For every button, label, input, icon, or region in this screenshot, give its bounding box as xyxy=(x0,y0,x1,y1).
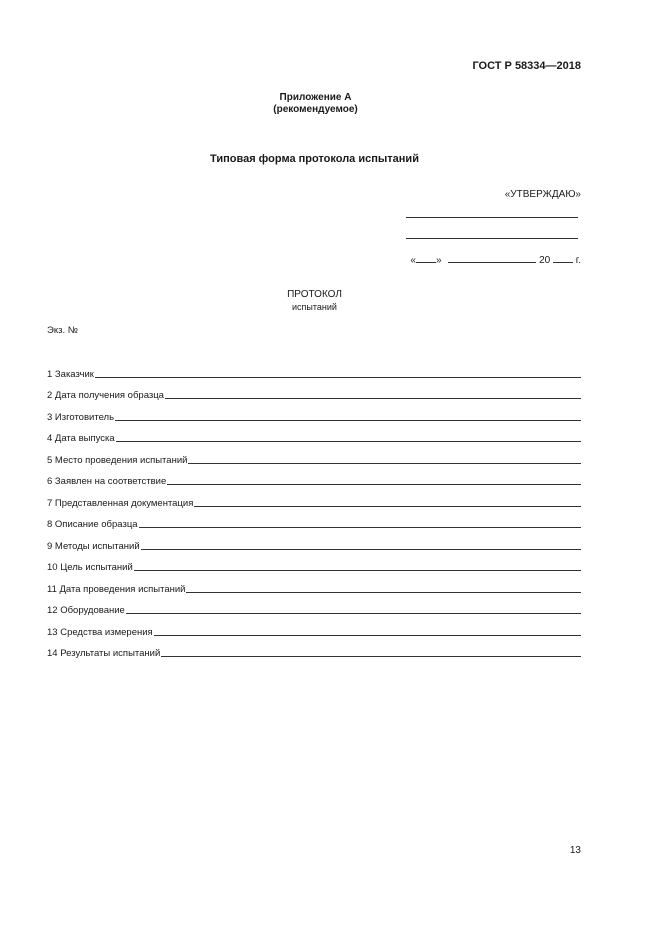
form-field-line xyxy=(116,440,581,442)
form-field-line xyxy=(126,612,581,614)
form-field-row xyxy=(47,380,581,402)
form-field-label: 14 Результаты испытаний xyxy=(47,648,161,659)
signature-line-1 xyxy=(406,217,578,218)
form-field-line xyxy=(154,634,581,636)
form-field-line xyxy=(188,462,581,464)
date-quote-close: » xyxy=(435,255,442,266)
form-field-row xyxy=(47,616,581,638)
form-field-row xyxy=(47,466,581,488)
form-field-label: 12 Оборудование xyxy=(47,605,125,616)
month-blank xyxy=(448,253,536,263)
form-field-line xyxy=(167,483,581,485)
copy-number-label: Экз. № xyxy=(47,325,78,336)
form-field-label: 3 Изготовитель xyxy=(47,411,115,423)
annex-heading xyxy=(0,92,646,116)
standard-number: ГОСТ Р 58334—2018 xyxy=(472,60,581,72)
annex-note: (рекомендуемое) xyxy=(273,104,358,115)
form-field-label: 7 Представленная документация xyxy=(47,497,194,509)
annex-title: Приложение А xyxy=(279,92,352,103)
form-field-line xyxy=(194,505,581,507)
form-field-label: 6 Заявлен на соответствие xyxy=(47,476,167,487)
form-field-label: 2 Дата получения образца xyxy=(47,390,164,401)
year-suffix: г. xyxy=(575,255,581,266)
year-prefix: 20 xyxy=(539,255,551,266)
form-field-line xyxy=(141,548,581,550)
form-field-row xyxy=(47,358,581,380)
form-field-row xyxy=(47,552,581,574)
date-quote-open: « xyxy=(410,255,416,266)
form-field-row xyxy=(47,401,581,423)
form-field-row xyxy=(47,573,581,595)
form-field-row xyxy=(47,444,581,466)
form-field-line xyxy=(186,591,581,593)
form-field-line xyxy=(134,569,581,571)
form-field-label: 5 Место проведения испытаний xyxy=(47,454,188,466)
form-field-label: 1 Заказчик xyxy=(47,368,94,380)
form-field-line xyxy=(139,526,581,528)
form-field-row xyxy=(47,487,581,509)
year-blank xyxy=(553,253,573,263)
form-field-line xyxy=(161,655,581,657)
page-number: 13 xyxy=(569,845,581,856)
protocol-fields xyxy=(47,358,581,659)
form-field-label: 13 Средства измерения xyxy=(47,626,153,638)
form-field-label: 8 Описание образца xyxy=(47,519,138,530)
form-field-line xyxy=(165,397,581,399)
form-field-row xyxy=(47,638,581,660)
form-field-line xyxy=(115,419,581,421)
form-title: Типовая форма протокола испытаний xyxy=(210,153,419,165)
day-blank xyxy=(416,253,436,263)
signature-line-2 xyxy=(406,238,578,239)
form-field-line xyxy=(95,376,581,378)
form-field-label: 11 Дата проведения испытаний xyxy=(47,583,186,595)
form-field-label: 10 Цель испытаний xyxy=(47,562,133,573)
form-field-row xyxy=(47,595,581,617)
form-field-label: 9 Методы испытаний xyxy=(47,540,140,552)
protocol-subtitle: испытаний xyxy=(292,302,337,312)
form-field-row xyxy=(47,509,581,531)
form-field-row xyxy=(47,530,581,552)
form-field-label: 4 Дата выпуска xyxy=(47,433,115,444)
protocol-title: ПРОТОКОЛ xyxy=(287,289,342,300)
approval-date-line xyxy=(410,253,581,266)
form-field-row xyxy=(47,423,581,445)
approval-label: «УТВЕРЖДАЮ» xyxy=(504,189,581,200)
